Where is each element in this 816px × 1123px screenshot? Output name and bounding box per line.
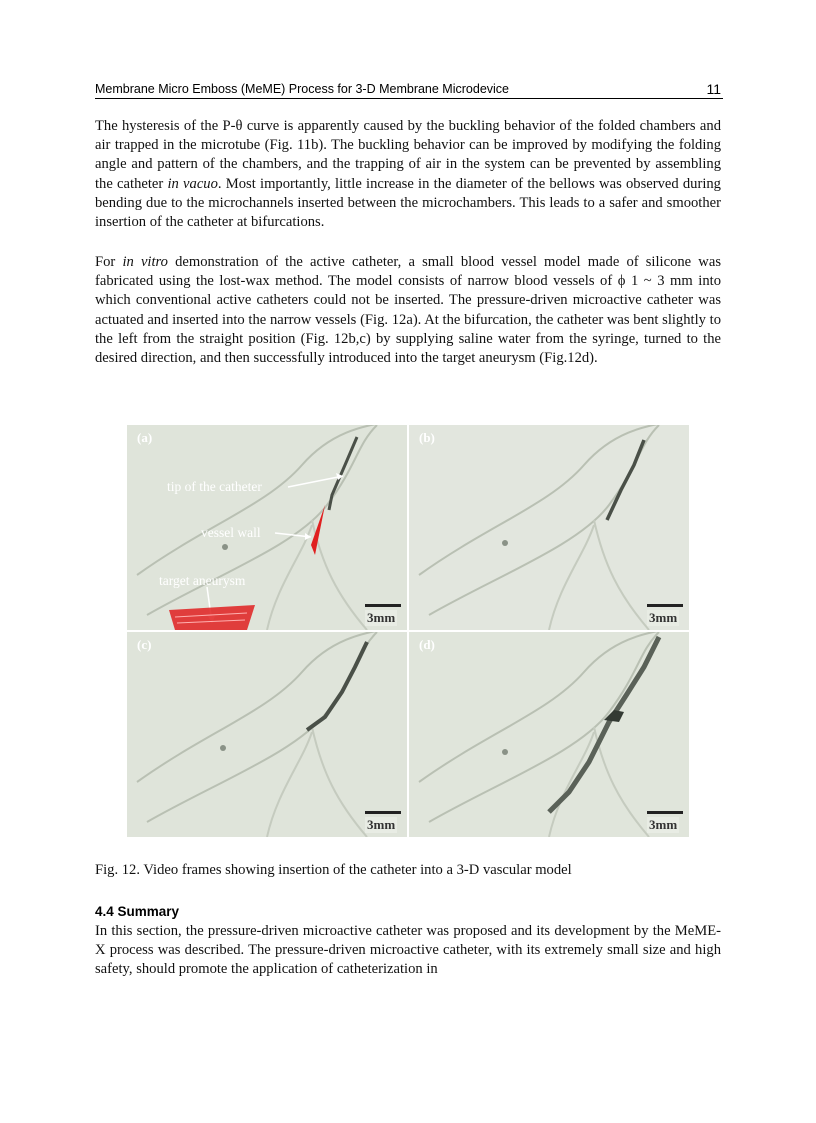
paragraph-in-vitro: For in vitro demonstration of the active catheter, a small blood vessel model made of silicone was fabricated using the lost-wax method. The model consists of narrow blood vessels of ϕ 1 ~ 3 mm into which conventional active catheters could not be inserted. The pressure-driven microactive catheter was actuated and inserted into the narrow vessels (Fig. 12a). At the bifurcation, the catheter was bent slightly to the left from the straight position (Fig. 12b,c) by supplying saline water from the syringe, turned to the desired direction, and then successfully introduced into the target aneurysm (Fig.12d).	[95, 254, 721, 367]
scale-bar: 3mm	[363, 811, 403, 833]
running-title: Membrane Micro Emboss (MeME) Process for 3-D Membrane Microdevice	[95, 82, 509, 96]
figure-panel-d	[409, 632, 689, 837]
figure-panel-c	[127, 632, 407, 837]
section-heading: 4.4 Summary	[95, 904, 180, 919]
figure-12	[127, 425, 689, 837]
page-header	[95, 80, 723, 99]
panel-d-label: (d)	[419, 637, 435, 652]
italic-in-vitro: in vitro	[122, 254, 168, 270]
panel-b-label: (b)	[419, 430, 435, 445]
figure-panel-b	[409, 425, 689, 630]
scale-bar: 3mm	[645, 811, 685, 833]
panel-a-label: (a)	[137, 430, 153, 445]
panel-b-photo	[409, 425, 689, 630]
paragraph-summary: In this section, the pressure-driven microactive catheter was proposed and its development by the MeME-X process was described. The pressure-driven microactive catheter, with its extremely small size and high safety, should promote the application of catheterization in	[95, 923, 721, 978]
figure-caption: Fig. 12. Video frames showing insertion of the catheter into a 3-D vascular model	[95, 862, 572, 878]
annotation-target-aneurysm: target aneurysm	[159, 573, 246, 588]
panel-d-photo	[409, 632, 689, 837]
figure-panel-a	[127, 425, 407, 630]
annotation-vessel-wall: vessel wall	[201, 525, 261, 540]
panel-a-photo	[127, 425, 407, 630]
page-number: 11	[706, 81, 721, 97]
italic-in-vacuo: in vacuo	[167, 175, 218, 192]
paragraph-hysteresis: The hysteresis of the P-θ curve is apparently caused by the buckling behavior of the folded chambers and air trapped in the microtube (Fig. 11b). The buckling behavior can be improved by modifying the folding angle and pattern of the chambers, and the trapping of air in the system can be prevented by assembling the catheter in vacuo. Most importantly, little increase in the diameter of the bellows was observed during bending due to the microchannels inserted between the microchambers. This leads to a safer and smoother insertion of the catheter at bifurcations.	[95, 118, 721, 231]
annotation-tip: tip of the catheter	[167, 479, 262, 494]
scale-bar: 3mm	[363, 604, 403, 626]
panel-c-photo	[127, 632, 407, 837]
scale-bar: 3mm	[645, 604, 685, 626]
panel-c-label: (c)	[137, 637, 152, 652]
